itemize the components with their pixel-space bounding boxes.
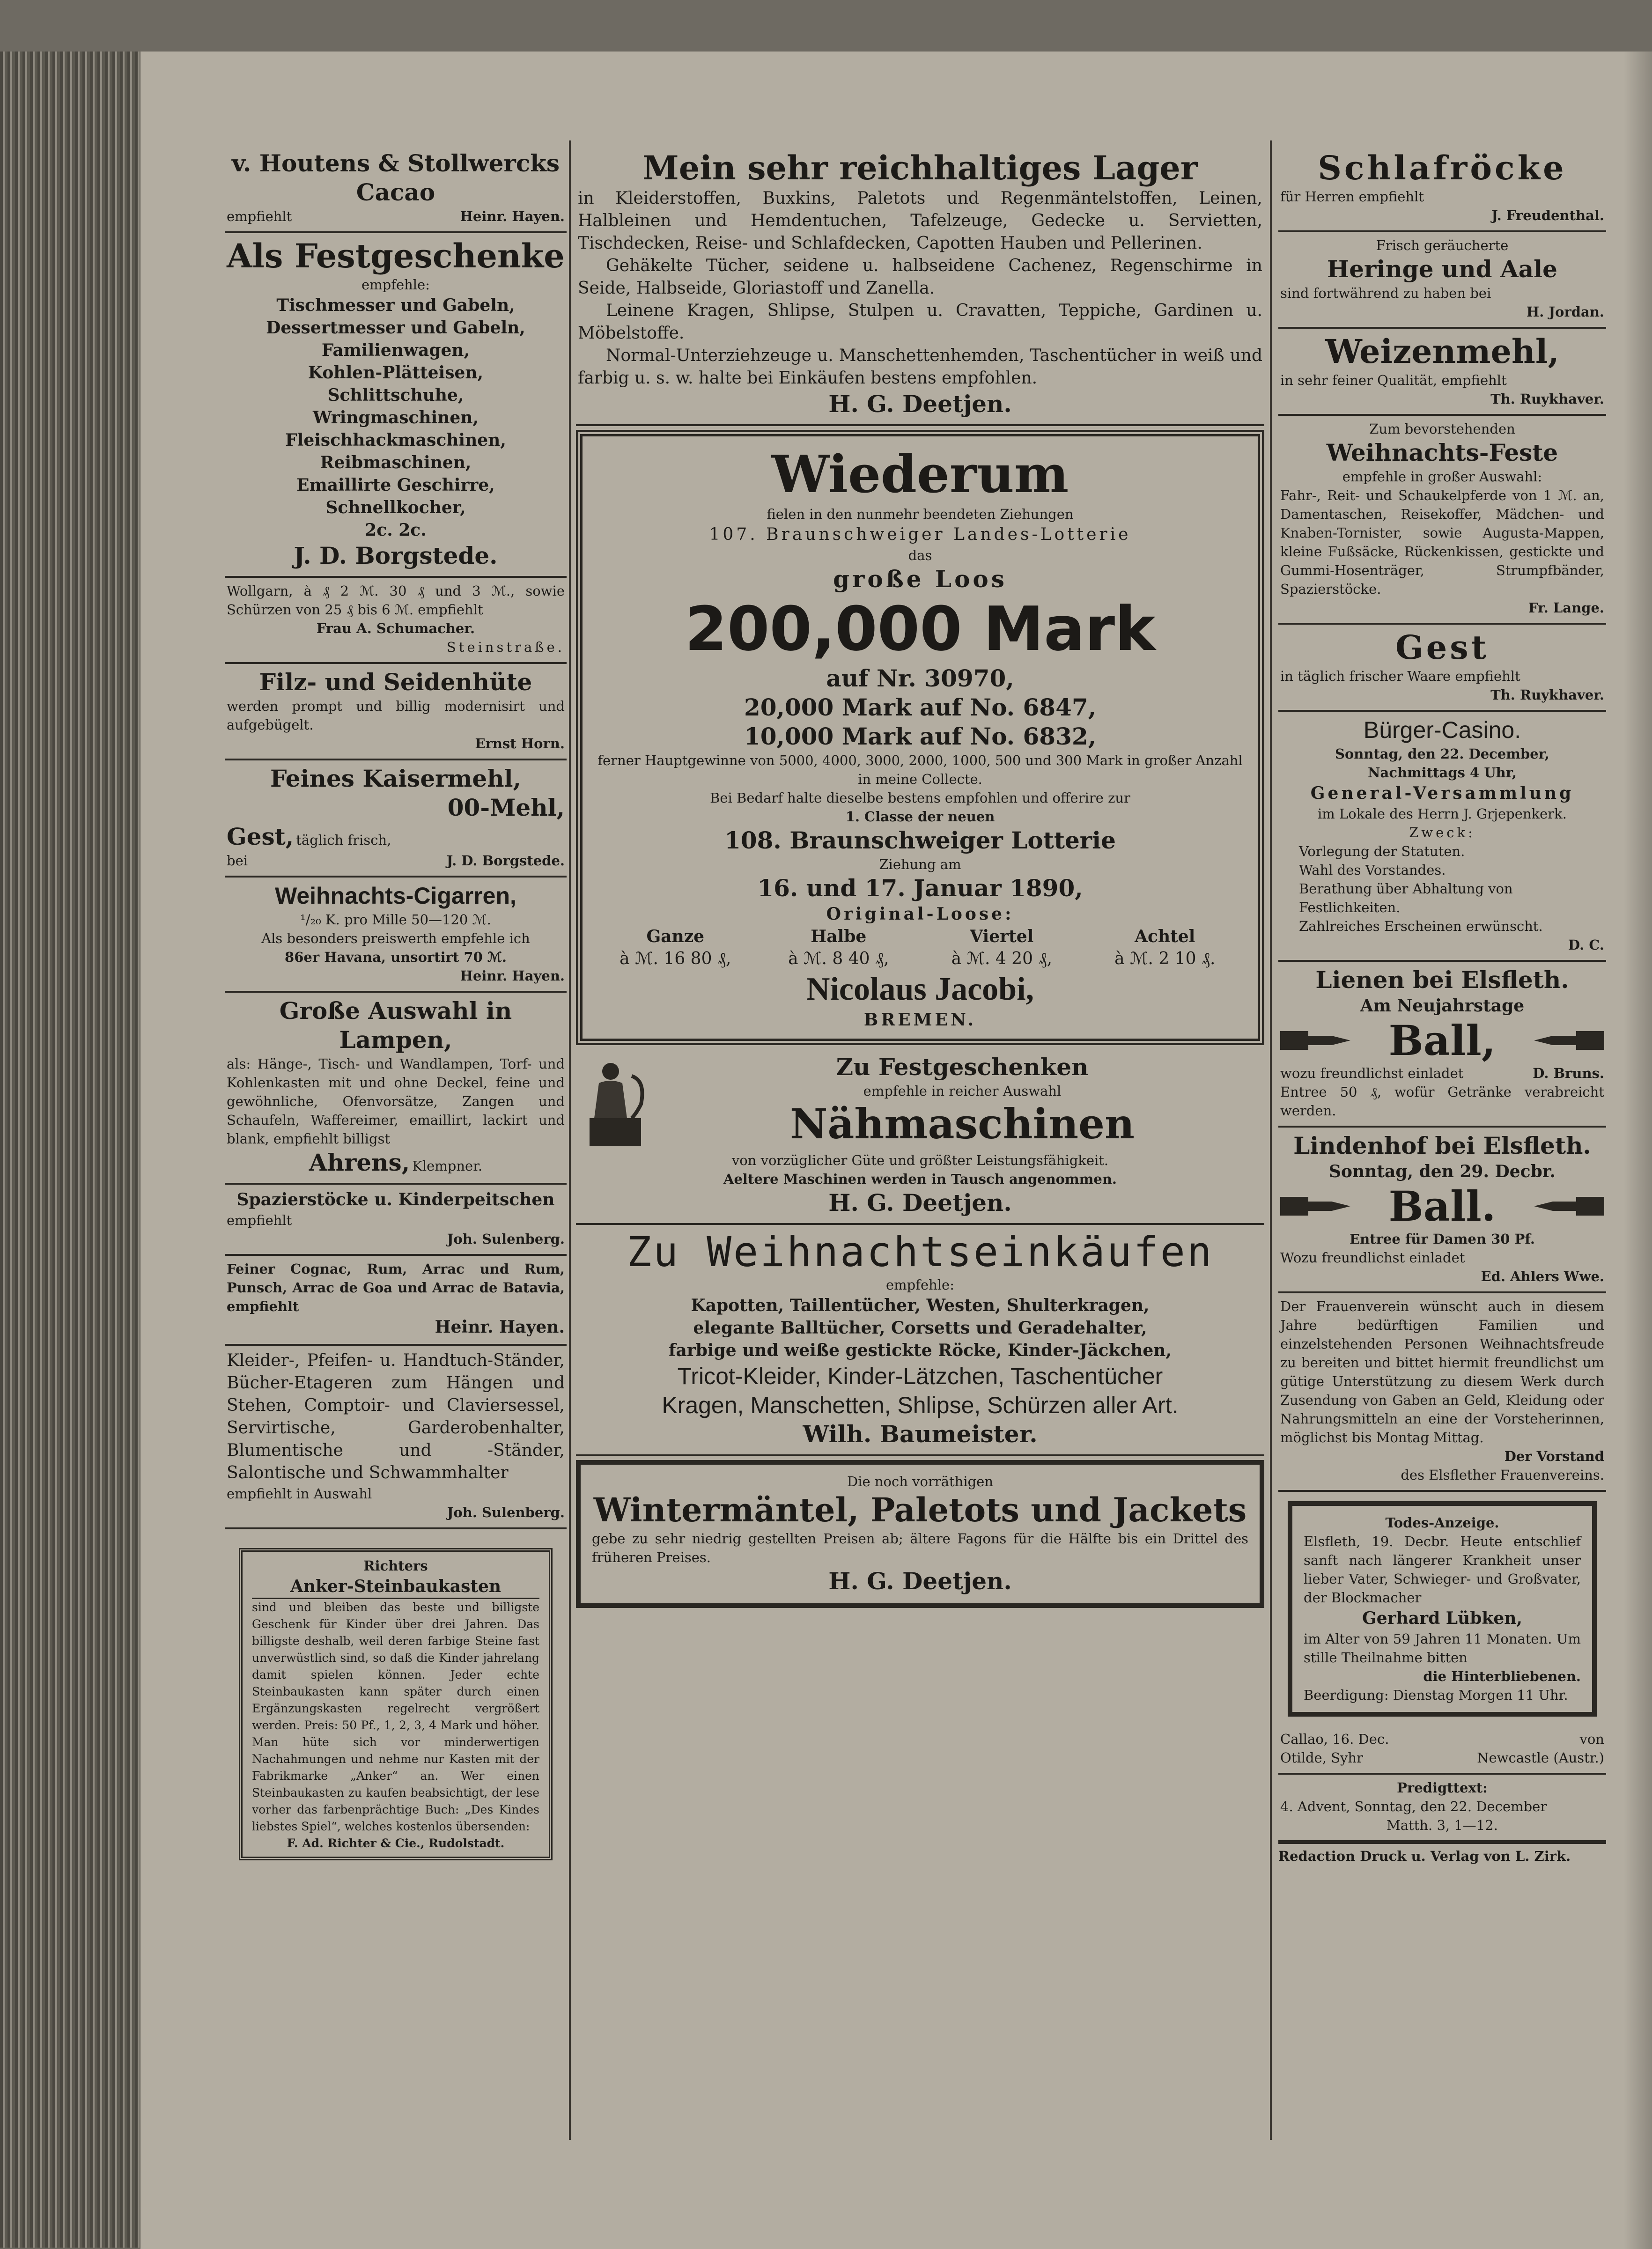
ad-signature: Joh. Sulenberg. <box>447 1231 565 1247</box>
ad-signature: Heinr. Hayen. <box>460 968 565 984</box>
ad-signature: Nicolaus Jacobi, <box>806 971 1034 1007</box>
ad-signature: H. G. Deetjen. <box>828 390 1012 418</box>
ad-text: Callao, 16. Dec. <box>1280 1731 1389 1747</box>
ad-title: Bürger-Casino. <box>1363 717 1521 743</box>
ad-title: Zu Festgeschenken <box>836 1053 1089 1081</box>
ad-text: Zahlreiches Erscheinen erwünscht. <box>1299 918 1543 934</box>
price-head: Achtel <box>1135 927 1195 946</box>
ad-text: als: Hänge-, Tisch- und Wandlampen, Torf- und Kohlenkasten mit und ohne Deckel, feine und gewöhnliche, Ofenvorsätze, Zangen und Schaufeln, Waffereimer, emaillirt, lackirt und blank, empfiehlt billigst <box>227 1056 565 1147</box>
ad-signature: Th. Ruykhaver. <box>1490 391 1604 407</box>
lottery-prize: 200,000 Mark <box>685 593 1156 664</box>
price-table <box>594 925 1246 970</box>
list-item: Wringmaschinen, <box>312 408 479 428</box>
ad-text: Aeltere Maschinen werden in Tausch angenommen. <box>723 1171 1117 1187</box>
price-cell <box>920 925 1084 970</box>
ad-head: Richters <box>363 1558 428 1574</box>
ad-signature: H. G. Deetjen. <box>828 1189 1012 1217</box>
ad-text: fielen in den nunmehr beendeten Ziehungen <box>767 506 1074 522</box>
price-cell <box>1084 925 1247 970</box>
ad-text: Entree 50 ₰, wofür Getränke verabreicht werden. <box>1280 1084 1604 1119</box>
list-item: Kohlen-Plätteisen, <box>308 363 484 383</box>
ad-text: 4. Advent, Sonntag, den 22. December <box>1280 1799 1547 1814</box>
ad-cognac <box>225 1256 567 1346</box>
ad-text: ¹/₂₀ K. pro Mille 50—120 ℳ. <box>300 912 491 928</box>
ad-kaisermehl <box>225 760 567 877</box>
ad-schlafröcke <box>1278 145 1606 232</box>
ad-item-list <box>1280 842 1604 917</box>
list-item: Dessertmesser und Gabeln, <box>266 318 525 338</box>
ad-title: Lindenhof bei Elsfleth. <box>1293 1132 1591 1159</box>
ad-title: Nähmaschinen <box>789 1099 1135 1148</box>
ad-text: Leinene Kragen, Shlipse, Stulpen u. Cravatten, Teppiche, Gardinen u. Möbelstoffe. <box>578 301 1262 343</box>
ad-lindenhof-ball <box>1278 1128 1606 1293</box>
ad-address: BREMEN. <box>863 1010 977 1030</box>
ad-signature: Der Vorstand <box>1504 1448 1604 1464</box>
ad-text: empfehle: <box>885 1277 954 1293</box>
ad-ständer <box>225 1346 567 1529</box>
ad-signature: Th. Ruykhaver. <box>1490 687 1604 703</box>
ad-text: für Herren empfiehlt <box>1280 189 1424 205</box>
ad-title: Gest, <box>227 823 294 850</box>
ad-lienen-ball <box>1278 962 1606 1128</box>
ad-text: Nachmittags 4 Uhr, <box>1368 765 1517 781</box>
ad-title: Ball, <box>1388 1016 1496 1065</box>
ad-title: Schlafröcke <box>1318 148 1567 187</box>
ad-text: Kapotten, Taillentücher, Westen, Shulterkragen, <box>691 1296 1150 1315</box>
ad-title: Große Auswahl in Lampen, <box>279 997 512 1054</box>
ad-text: große Loos <box>833 565 1007 593</box>
ad-text: Original-Loose: <box>826 904 1014 924</box>
ad-address: Steinstraße. <box>446 639 565 655</box>
ad-text: Ziehung am <box>879 856 961 872</box>
ad-text: Die noch vorräthigen <box>847 1474 994 1490</box>
ad-text: Elsfleth, 19. Decbr. Heute entschlief sanft nach längerer Krankheit unser lieber Vater, Schwieger- und Großvater, der Blockmacher <box>1304 1534 1581 1606</box>
ad-text: sind fortwährend zu haben bei <box>1280 285 1491 301</box>
ad-signature: Wilh. Baumeister. <box>803 1420 1038 1448</box>
list-item: Wahl des Vorstandes. <box>1299 862 1446 878</box>
ad-todesanzeige <box>1288 1501 1597 1717</box>
ad-text: Otilde, Syhr <box>1280 1750 1363 1766</box>
list-item: Familienwagen, <box>321 340 470 360</box>
ad-text: Zum bevorstehenden <box>1369 421 1515 437</box>
column-left <box>225 145 567 1860</box>
ad-text: Klempner. <box>412 1158 483 1174</box>
ad-text: Tricot-Kleider, Kinder-Lätzchen, Taschentücher <box>677 1363 1163 1389</box>
ad-text: Feiner Cognac, Rum, Arrac und Rum, Punsch, Arrac de Goa und Arrac de Batavia, empfiehlt <box>227 1261 565 1314</box>
ad-gest <box>1278 625 1606 712</box>
ad-text: 108. Braunschweiger Lotterie <box>724 826 1116 854</box>
ad-text: Sonntag, den 29. Decbr. <box>1329 1162 1556 1181</box>
ad-nähmaschinen <box>576 1049 1264 1225</box>
shipping-notice <box>1278 1726 1606 1775</box>
ad-frauenverein <box>1278 1293 1606 1492</box>
ad-text: Bei Bedarf halte dieselbe bestens empfohlen und offerire zur <box>710 790 1130 806</box>
ad-text: gebe zu sehr niedrig gestellten Preisen ab; ältere Fagons für die Hälfte bis ein Drittel des früheren Preises. <box>592 1531 1248 1565</box>
ad-signature: Frau A. Schumacher. <box>316 620 475 636</box>
ad-text: Frisch geräucherte <box>1376 237 1509 253</box>
ad-title: Wintermäntel, Paletots und Jackets <box>593 1490 1247 1529</box>
ad-title: Cacao <box>356 178 435 206</box>
ad-heringe <box>1278 232 1606 329</box>
ad-text: Kragen, Manschetten, Shlipse, Schürzen aller Art. <box>662 1392 1179 1418</box>
ad-text: empfehle in großer Auswahl: <box>1342 469 1542 485</box>
ad-text: 86er Havana, unsortirt 70 ℳ. <box>285 949 507 965</box>
list-item: Berathung über Abhaltung von Festlichkeiten. <box>1299 881 1513 915</box>
ad-text: Fahr-, Reit- und Schaukelpferde von 1 ℳ. an, Damentaschen, Reisekoffer, Mädchen- und Knaben-Tornister, sowie Augusta-Mappen, kleine Fußsäcke, Rückenkissen, gestickte und Gummi-Hosenträger, Strumpfbänder, Spazierstöcke. <box>1280 487 1604 597</box>
ad-text: Kleider-, Pfeifen- u. Handtuch-Ständer, Bücher-Etageren zum Hängen und Stehen, Comptoir- und Claviersessel, Servirtische, Garderobenhalter, Blumentische und -Ständer, Salontische und Schwammhalter <box>227 1351 565 1482</box>
ad-title: Filz- und Seidenhüte <box>259 668 532 696</box>
ad-title: v. Houtens & Stollwercks <box>231 149 560 177</box>
ad-signature: Ahrens, <box>309 1149 410 1176</box>
ad-signature: Fr. Lange. <box>1528 600 1604 616</box>
ad-text: empfehle: <box>361 277 430 293</box>
imprint: Redaction Druck u. Verlag von L. Zirk. <box>1278 1842 1606 1866</box>
price-head: Halbe <box>811 927 867 946</box>
ad-text: auf Nr. 30970, <box>826 664 1014 692</box>
ad-festgeschenke <box>225 233 567 578</box>
column-rule <box>1270 140 1272 2140</box>
ad-weihnachtseinkäufe <box>576 1225 1264 1456</box>
ad-text: empfiehlt in Auswahl <box>227 1486 372 1502</box>
ad-text: Normal-Unterziehzeuge u. Manschettenhemden, Taschentücher in weiß und farbig u. s. w. halte bei Einkäufen bestens empfohlen. <box>578 346 1262 388</box>
ad-text: empfiehlt <box>227 208 292 224</box>
ad-cigarren <box>225 877 567 993</box>
ad-text: Wollgarn, à ₰ 2 ℳ. 30 ₰ und 3 ℳ., sowie Schürzen von 25 ₰ bis 6 ℳ. empfiehlt <box>227 583 565 618</box>
ad-weihnachtsfeste <box>1278 416 1606 625</box>
ad-text: empfiehlt <box>227 1212 292 1228</box>
ad-signature: Joh. Sulenberg. <box>447 1504 565 1520</box>
ad-title: Feines Kaisermehl, <box>270 765 521 792</box>
ad-text: in sehr feiner Qualität, empfiehlt <box>1280 372 1507 388</box>
ad-text: das <box>908 547 932 563</box>
list-item: Schnellkocher, <box>325 498 466 517</box>
ad-text: wozu freundlichst einladet <box>1280 1065 1464 1081</box>
list-item: 2c. 2c. <box>365 520 427 540</box>
list-item: Vorlegung der Statuten. <box>1299 843 1465 859</box>
ad-lotterie <box>576 430 1264 1045</box>
ad-text: im Alter von 59 Jahren 11 Monaten. Um stille Theilnahme bitten <box>1304 1631 1581 1666</box>
ad-weizenmehl <box>1278 329 1606 416</box>
price-cell <box>594 925 757 970</box>
ad-signature: D. C. <box>1568 937 1604 953</box>
ad-signature: J. Freudenthal. <box>1491 207 1604 223</box>
ad-hüte <box>225 664 567 760</box>
ad-text: elegante Balltücher, Corsetts und Geradehalter, <box>693 1318 1147 1338</box>
price-value: à ℳ. 4 20 ₰, <box>951 949 1052 968</box>
ad-text: Wozu freundlichst einladet <box>1280 1250 1465 1266</box>
list-item: Schlittschuhe, <box>327 385 464 405</box>
ad-title: Anker-Steinbaukasten <box>252 1575 539 1599</box>
ad-title: Ball. <box>1388 1182 1496 1231</box>
price-cell <box>757 925 921 970</box>
ad-bürger-casino <box>1278 712 1606 962</box>
ad-title: Zu Weihnachtseinkäufen <box>627 1228 1214 1276</box>
column-right <box>1278 145 1606 1866</box>
seamstress-illustration <box>583 1057 653 1151</box>
ad-text: 20,000 Mark auf No. 6847, <box>744 693 1097 721</box>
list-item: Fleischhackmaschinen, <box>285 430 506 450</box>
ad-text: ferner Hauptgewinne von 5000, 4000, 3000, 2000, 1000, 500 und 300 Mark in großer Anzahl in meine Collecte. <box>597 752 1243 787</box>
price-value: à ℳ. 16 80 ₰, <box>620 949 731 968</box>
ad-title: 00-Mehl, <box>447 794 565 821</box>
ad-title: Gest <box>1395 628 1490 667</box>
book-edge <box>0 52 140 2248</box>
ad-item-list <box>227 294 565 541</box>
ad-text: Gerhard Lübken, <box>1362 1608 1522 1628</box>
ad-text: Am Neujahrstage <box>1360 996 1525 1016</box>
pointing-hand-icon <box>1280 1026 1360 1054</box>
ad-title: Mein sehr reichhaltiges Lager <box>642 148 1198 187</box>
ad-text: farbige und weiße gestickte Röcke, Kinder-Jäckchen, <box>668 1341 1172 1360</box>
pointing-hand-icon <box>1525 1026 1604 1054</box>
ad-text: bei <box>227 853 248 869</box>
ad-text: Der Frauenverein wünscht auch in diesem Jahre bedürftigen Familien und einzelstehenden Personen Weihnachtsfreude zu bereiten und bittet hiermit freundlichst um gütige Unterstützung zu diesem Werk durch Zusendung von Gaben an Geld, Kleidung oder Nahrungsmitteln an eine der Vorsteherinnen, möglichst bis Montag Mittag. <box>1280 1298 1604 1445</box>
ad-wollgarn <box>225 578 567 664</box>
ad-text: 10,000 Mark auf No. 6832, <box>744 723 1097 750</box>
ad-title: Todes-Anzeige. <box>1385 1515 1499 1531</box>
ad-text: täglich frisch, <box>296 832 391 848</box>
ad-text: Zweck: <box>1409 825 1475 841</box>
predigttext <box>1278 1775 1606 1842</box>
ad-text: Beerdigung: Dienstag Morgen 11 Uhr. <box>1304 1687 1568 1703</box>
ad-title: Weihnachts-Cigarren, <box>275 883 516 909</box>
ad-title: Weizenmehl, <box>1325 332 1559 371</box>
ad-text: empfehle in reicher Auswahl <box>863 1083 1062 1099</box>
ad-text: Newcastle (Austr.) <box>1477 1750 1604 1766</box>
ad-text: in Kleiderstoffen, Buxkins, Paletots und Regenmäntelstoffen, Leinen, Halbleinen und Hemdentuchen, Tafelzeuge, Gedecke u. Servietten, Tischdecken, Reise- und Schlafdecken, Capotten Hauben und Pellerinen. <box>578 189 1262 253</box>
ad-signature: Heinr. Hayen. <box>460 208 565 224</box>
ad-signature: H. Jordan. <box>1526 304 1604 320</box>
price-value: à ℳ. 8 40 ₰, <box>788 949 889 968</box>
ad-signature: F. Ad. Richter & Cie., Rudolstadt. <box>287 1836 505 1850</box>
ad-text: von vorzüglicher Güte und größter Leistungsfähigkeit. <box>731 1152 1109 1168</box>
ad-wintermäntel <box>576 1460 1264 1608</box>
list-item: Emaillirte Geschirre, <box>296 475 495 495</box>
page-gutter-shadow <box>1624 52 1652 2249</box>
ad-text: von <box>1579 1731 1604 1747</box>
ad-title: Spazierstöcke u. Kinderpeitschen <box>236 1190 555 1209</box>
ad-signature: Ed. Ahlers Wwe. <box>1481 1268 1604 1284</box>
ad-text: Matth. 3, 1—12. <box>1386 1817 1498 1833</box>
ad-steinbaukasten <box>239 1548 553 1860</box>
ad-signature: J. D. Borgstede. <box>446 853 565 869</box>
list-item: Reibmaschinen, <box>320 453 472 472</box>
ad-title: Predigttext: <box>1397 1780 1488 1796</box>
ad-lager <box>576 145 1264 426</box>
ad-signature: D. Bruns. <box>1533 1065 1604 1081</box>
ad-title: Als Festgeschenke <box>227 236 565 275</box>
ad-text: Gehäkelte Tücher, seidene u. halbseidene Cachenez, Regenschirme in Seide, Halbseide, Gloriastoff und Zanella. <box>578 256 1262 298</box>
ad-title: Weihnachts-Feste <box>1326 439 1558 466</box>
ad-spazierstöcke <box>225 1185 567 1256</box>
newspaper-page <box>140 52 1652 2249</box>
ad-signature: J. D. Borgstede. <box>294 542 498 569</box>
ad-signature: Heinr. Hayen. <box>435 1317 565 1337</box>
ad-text: Als besonders preiswerth empfehle ich <box>261 930 530 946</box>
ad-signature: die Hinterbliebenen. <box>1423 1668 1581 1684</box>
column-rule <box>569 140 571 2140</box>
ad-footer <box>227 851 565 870</box>
ad-text: 16. und 17. Januar 1890, <box>757 874 1083 902</box>
ad-text: sind und bleiben das beste und billigste Geschenk für Kinder über drei Jahren. Das billigste deshalb, weil deren farbige Steine fast unverwüstlich sind, so daß die Kinder jahrelang damit spielen können. Jeder echte Steinbaukasten kann später durch einen Ergänzungskasten regelrecht vergrößert werden. Preis: 50 Pf., 1, 2, 3, 4 Mark und höher. Man hüte sich vor minderwertigen Nachahmungen und nehme nur Kasten mit der Fabrikmarke „Anker“ an. Wer einen Steinbaukasten zu kaufen beabsichtigt, der lese vorher das farbenprächtige Buch: „Des Kindes liebstes Spiel“, welches kostenlos übersenden: <box>252 1600 539 1833</box>
ad-text: werden prompt und billig modernisirt und aufgebügelt. <box>227 698 565 733</box>
ad-title: Lienen bei Elsfleth. <box>1315 966 1569 994</box>
ad-cacao <box>225 145 567 233</box>
price-value: à ℳ. 2 10 ₰. <box>1114 949 1216 968</box>
pointing-hand-icon <box>1525 1192 1604 1220</box>
ad-title: Heringe und Aale <box>1327 255 1557 283</box>
price-head: Viertel <box>970 927 1034 946</box>
ad-text: Entree für Damen 30 Pf. <box>1350 1231 1535 1247</box>
list-item: Tischmesser und Gabeln, <box>276 295 515 315</box>
ad-footer <box>1280 1064 1604 1083</box>
price-head: Ganze <box>646 927 705 946</box>
ad-text: 1. Classe der neuen <box>845 809 995 825</box>
ad-title: Wiederum <box>771 444 1069 504</box>
pointing-hand-icon <box>1280 1192 1360 1220</box>
column-center <box>576 145 1264 1612</box>
ad-lampen <box>225 993 567 1185</box>
ad-text: in täglich frischer Waare empfiehlt <box>1280 668 1520 684</box>
ad-footer <box>227 207 565 226</box>
ad-text: 107. Braunschweiger Landes-Lotterie <box>709 525 1131 544</box>
ad-signature: H. G. Deetjen. <box>828 1567 1012 1595</box>
ad-text: Sonntag, den 22. December, <box>1335 746 1549 762</box>
ad-text: im Lokale des Herrn J. Grjepenkerk. <box>1318 806 1567 822</box>
ad-signature: des Elsflether Frauenvereins. <box>1401 1467 1604 1483</box>
ad-signature: Ernst Horn. <box>475 736 565 752</box>
ad-text: General-Versammlung <box>1310 783 1574 803</box>
